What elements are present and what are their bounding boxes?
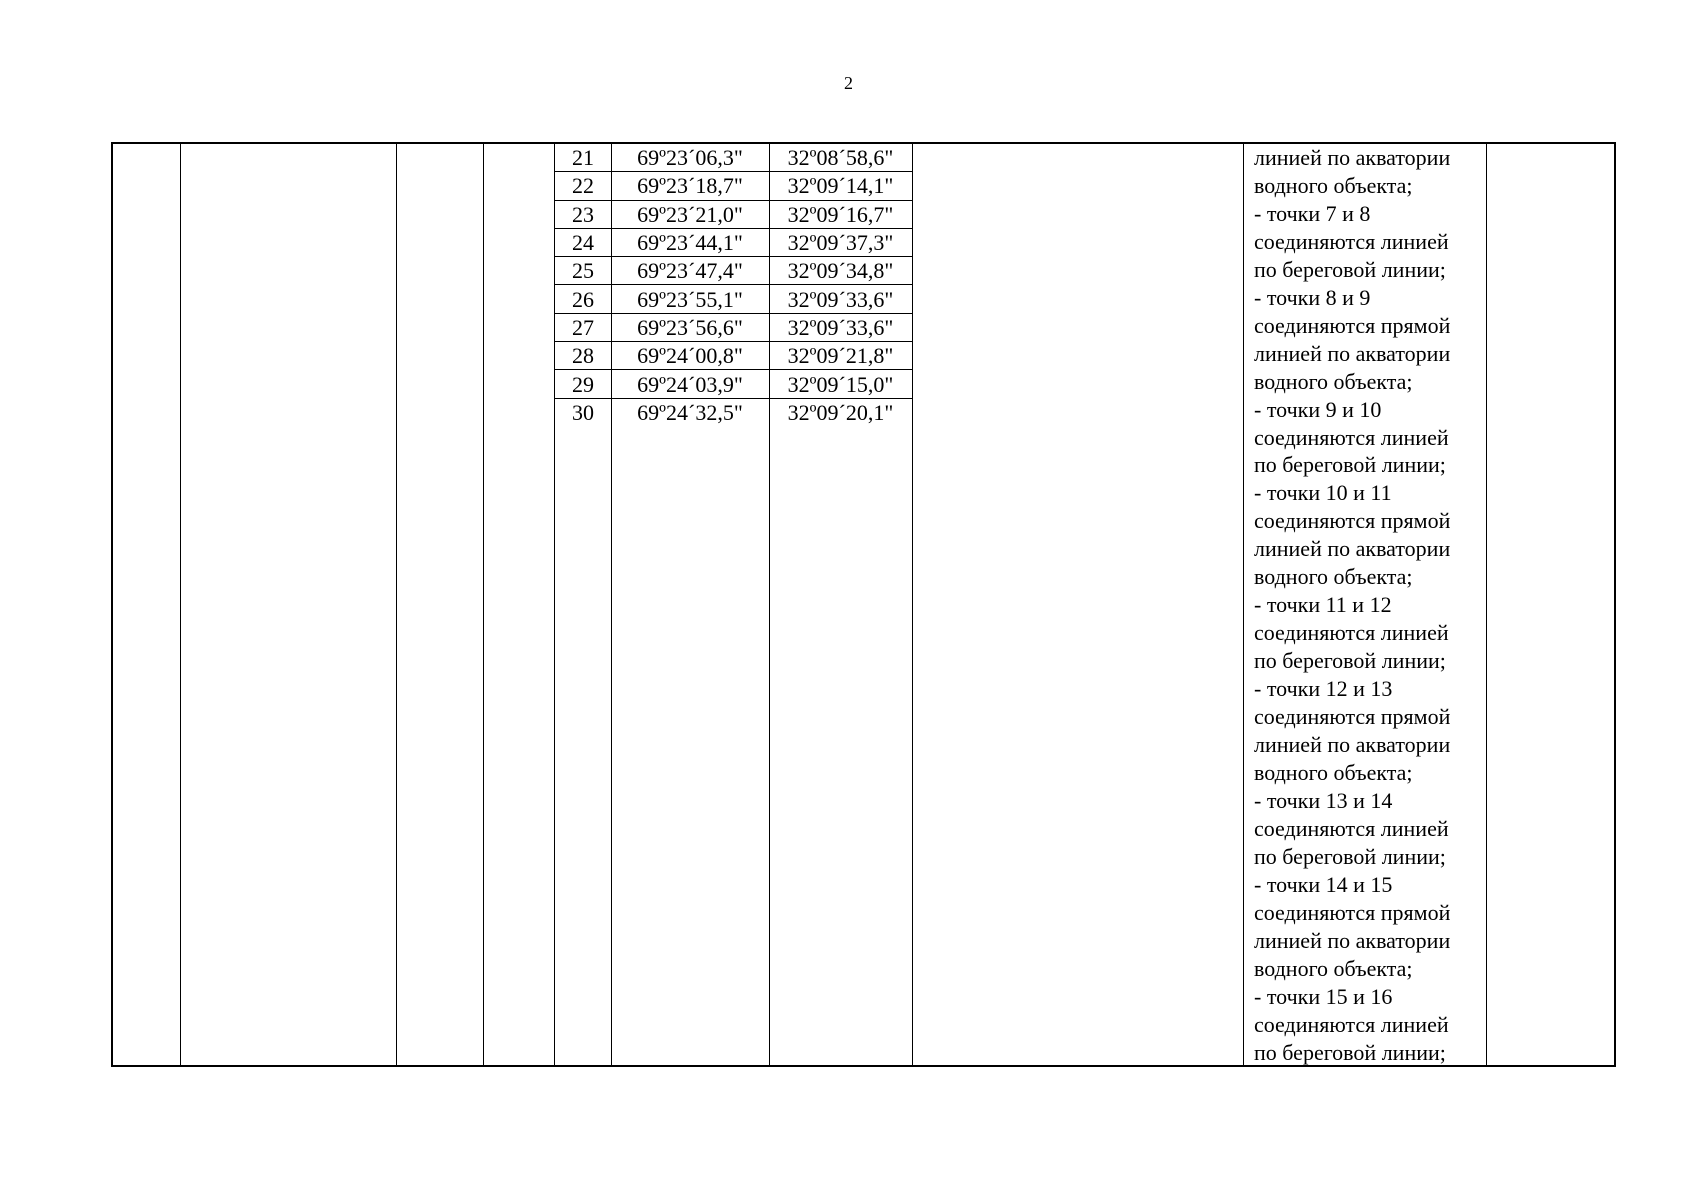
latitude-cell: 69º23´06,3" <box>611 144 769 172</box>
description-line: - точки 13 и 14 <box>1254 787 1393 813</box>
coordinate-row <box>555 398 912 426</box>
description-line: соединяются прямой <box>1254 508 1451 534</box>
description-line: водного объекта; <box>1254 368 1413 394</box>
description-line: по береговой линии; <box>1254 452 1446 478</box>
description-line: линией по акватории <box>1254 536 1451 562</box>
latitude-cell: 69º23´47,4" <box>611 257 769 285</box>
longitude-cell: 32º09´15,0" <box>769 370 912 398</box>
longitude-cell: 32º09´21,8" <box>769 342 912 370</box>
description-line: линией по акватории <box>1254 145 1451 170</box>
point-number: 27 <box>555 313 611 341</box>
description-line: по береговой линии; <box>1254 843 1446 869</box>
column-divider <box>180 144 181 1065</box>
longitude-cell: 32º08´58,6" <box>769 144 912 172</box>
coordinate-row <box>555 370 912 398</box>
column-divider <box>1243 144 1244 1065</box>
description-line: водного объекта; <box>1254 759 1413 785</box>
description-line: соединяются прямой <box>1254 312 1451 338</box>
description-line: по береговой линии; <box>1254 256 1446 282</box>
description-line: - точки 14 и 15 <box>1254 871 1393 897</box>
coordinate-row <box>555 200 912 228</box>
coordinates-table <box>555 144 912 426</box>
coordinate-row <box>555 342 912 370</box>
boundary-description <box>1254 144 1490 1066</box>
column-divider <box>396 144 397 1065</box>
description-line: по береговой линии; <box>1254 648 1446 674</box>
latitude-cell: 69º23´56,6" <box>611 313 769 341</box>
coordinate-row <box>555 172 912 200</box>
point-number: 24 <box>555 228 611 256</box>
description-line: линией по акватории <box>1254 732 1451 758</box>
description-line: - точки 9 и 10 <box>1254 396 1382 422</box>
latitude-cell: 69º23´21,0" <box>611 200 769 228</box>
description-line: по береговой линии; <box>1254 1039 1446 1065</box>
point-number: 26 <box>555 285 611 313</box>
latitude-cell: 69º23´55,1" <box>611 285 769 313</box>
description-line: - точки 7 и 8 <box>1254 200 1371 226</box>
point-number: 30 <box>572 399 594 425</box>
point-number: 22 <box>555 172 611 200</box>
coordinate-row <box>555 228 912 256</box>
description-line: - точки 10 и 11 <box>1254 480 1392 506</box>
column-divider <box>483 144 484 1065</box>
longitude-cell: 32º09´16,7" <box>769 200 912 228</box>
longitude-cell: 32º09´20,1" <box>787 399 894 425</box>
longitude-cell: 32º09´34,8" <box>769 257 912 285</box>
description-line: соединяются линией <box>1254 228 1449 254</box>
description-line: соединяются линией <box>1254 1011 1449 1037</box>
description-line: линией по акватории <box>1254 340 1451 366</box>
description-line: соединяются линией <box>1254 815 1449 841</box>
description-line: водного объекта; <box>1254 955 1413 981</box>
longitude-cell: 32º09´33,6" <box>769 313 912 341</box>
table-frame <box>111 142 1616 1067</box>
longitude-cell: 32º09´14,1" <box>769 172 912 200</box>
page-number: 2 <box>844 73 853 93</box>
point-number: 29 <box>555 370 611 398</box>
description-line: соединяются прямой <box>1254 704 1451 730</box>
point-number: 21 <box>555 144 611 172</box>
description-line: - точки 15 и 16 <box>1254 983 1393 1009</box>
description-line: соединяются линией <box>1254 424 1449 450</box>
description-line: водного объекта; <box>1254 172 1413 198</box>
description-line: водного объекта; <box>1254 564 1413 590</box>
latitude-cell: 69º24´32,5" <box>637 399 743 425</box>
longitude-cell: 32º09´37,3" <box>769 228 912 256</box>
description-line: - точки 8 и 9 <box>1254 284 1371 310</box>
column-divider <box>912 144 913 1065</box>
description-line: соединяются прямой <box>1254 899 1451 925</box>
description-line: - точки 12 и 13 <box>1254 676 1393 702</box>
description-line: соединяются линией <box>1254 620 1449 646</box>
description-line: линией по акватории <box>1254 927 1451 953</box>
latitude-cell: 69º23´18,7" <box>611 172 769 200</box>
coordinate-row <box>555 257 912 285</box>
longitude-cell: 32º09´33,6" <box>769 285 912 313</box>
coordinate-row <box>555 285 912 313</box>
coordinates-table-body <box>555 144 912 426</box>
latitude-cell: 69º23´44,1" <box>611 228 769 256</box>
description-line: - точки 11 и 12 <box>1254 592 1392 618</box>
point-number: 28 <box>555 342 611 370</box>
point-number: 25 <box>555 257 611 285</box>
latitude-cell: 69º24´00,8" <box>611 342 769 370</box>
coordinate-row <box>555 313 912 341</box>
latitude-cell: 69º24´03,9" <box>611 370 769 398</box>
coordinate-row <box>555 144 912 172</box>
point-number: 23 <box>555 200 611 228</box>
